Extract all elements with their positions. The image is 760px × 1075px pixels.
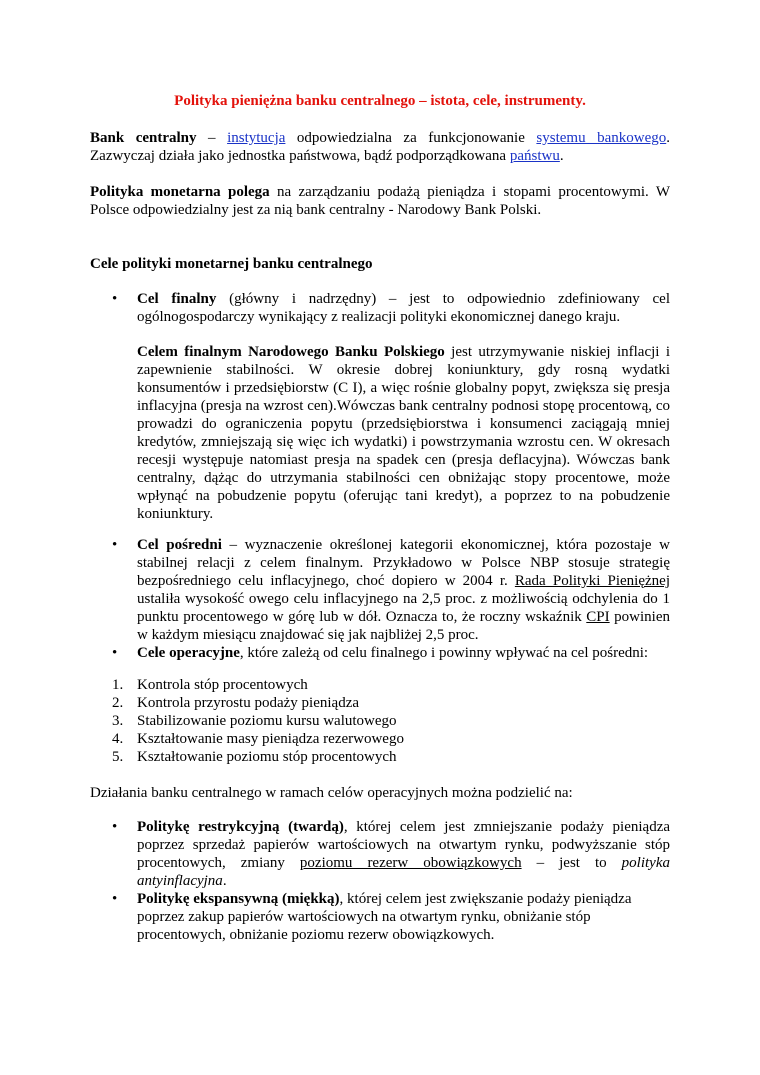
- text: , które zależą od celu finalnego i powinny wpływać na cel pośredni:: [239, 645, 649, 661]
- cel-finalny-nbp: [137, 343, 670, 523]
- cel-posredni: [137, 536, 670, 644]
- list-text: Kształtowanie poziomu stóp procentowych: [137, 749, 397, 765]
- list-text: Kształtowanie masy pieniądza rezerwowego: [137, 731, 404, 747]
- term-bank-centralny: Bank centralny: [90, 130, 197, 146]
- text: . Zazwyczaj działa jako jednostka państwowa, bądź podporządkowana: [90, 130, 670, 164]
- list-number: 1.: [112, 677, 124, 693]
- link-instytucja[interactable]: instytucja: [227, 130, 286, 146]
- intro-polityka-monetarna: [90, 183, 670, 219]
- list-number: 4.: [112, 731, 124, 747]
- text: ustaliła wysokość owego celu inflacyjnego na 2,5 proc. z możliwością odchylenia do 1 punktu procentowego w górę lub w dół. Oznacza to, że roczny wskaźnik: [137, 591, 670, 625]
- term-polityka-monetarna: Polityka monetarna polega: [90, 184, 270, 200]
- text: , której celem jest zwiększanie podaży pieniądza poprzez zakup papierów wartościowych na otwartym rynku, obniżanie stóp procentowych, obniżanie poziomu rezerw obowiązkowych.: [137, 891, 632, 943]
- cel-finalny: [137, 290, 670, 326]
- link-poziomu-rezerw[interactable]: poziomu rezerw obowiązkowych: [299, 855, 522, 871]
- italic-antyinflacyjna: polityka antyinflacyjna: [137, 855, 670, 889]
- text: powinien w każdym miesiącu znajdować się jak najbliżej 2,5 proc.: [137, 609, 671, 643]
- section-heading: Cele polityki monetarnej banku centralnego: [90, 256, 373, 272]
- numbered-list: [112, 676, 404, 766]
- bullet-icon: •: [112, 645, 118, 661]
- intro-bank-centralny: [90, 129, 670, 165]
- dzialania-paragraph: Działania banku centralnego w ramach celów operacyjnych można podzielić na:: [90, 785, 573, 801]
- cele-operacyjne: [137, 644, 670, 662]
- link-panstwu[interactable]: państwu: [509, 148, 560, 164]
- term-ekspansywna: Politykę ekspansywną (miękką): [137, 891, 340, 907]
- text: odpowiedzialna za funkcjonowanie: [285, 130, 537, 146]
- list-number: 5.: [112, 749, 124, 765]
- text: – wyznaczenie określonej kategorii ekonomicznej, która pozostaje w stabilnej relacji z celem finalnym. Przykładowo w Polsce NBP stosuje strategię bezpośredniego celu inflacyjnego, choć dopiero w 2004 r.: [137, 537, 670, 589]
- term-restrykcyjna: Politykę restrykcyjną (twardą): [137, 819, 344, 835]
- polityka-restrykcyjna: [137, 818, 670, 890]
- polityka-ekspansywna: [137, 890, 670, 944]
- document-title: Polityka pieniężna banku centralnego – istota, cele, instrumenty.: [174, 93, 586, 109]
- term-cel-finalny: Cel finalny: [137, 291, 217, 307]
- list-text: Stabilizowanie poziomu kursu walutowego: [137, 713, 397, 729]
- link-cpi[interactable]: CPI: [586, 609, 610, 625]
- bullet-icon: •: [112, 291, 118, 307]
- list-number: 3.: [112, 713, 124, 729]
- link-rada-polityki-pienieznej[interactable]: Rada Polityki Pieniężnej: [514, 573, 670, 589]
- text: –: [196, 130, 228, 146]
- text: .: [222, 873, 227, 889]
- text: jest utrzymywanie niskiej inflacji i zapewnienie stabilności. W okresie dobrej koniunktury, gdy rosną wydatki konsumentów i przedsiębiorstw (C I), a więc rośnie globalny popyt, zwiększa się presja inflacyjna (presja na wzrost cen).Wówczas bank centralny podnosi stopę procentową, co prowadzi do ograniczenia popytu (przedsiębiorstwa i konsumenci zaciągają mniej kredytów, zmniejszają się więc ich wydatki) i powstrzymania wzrostu cen. W okresach recesji występuje natomiast presja na spadek cen (presja deflacyjna). Wówczas bank centralny, dążąc do utrzymania stabilności cen obniżając stopy procentowe, może wpłynąć na pobudzenie popytu (oferując tani kredyt), a poprzez to na pobudzenie koniunktury.: [137, 344, 670, 522]
- list-item: [112, 730, 404, 748]
- list-item: [112, 748, 404, 766]
- list-number: 2.: [112, 695, 124, 711]
- text: na zarządzaniu podażą pieniądza i stopami procentowymi. W Polsce odpowiedzialny jest za nią bank centralny - Narodowy Bank Polski.: [90, 184, 670, 218]
- text: .: [559, 148, 564, 164]
- list-item: [112, 694, 404, 712]
- bullet-icon: •: [112, 819, 118, 835]
- text: – jest to: [521, 855, 622, 871]
- term-cel-posredni: Cel pośredni: [137, 537, 222, 553]
- list-item: [112, 712, 404, 730]
- bullet-icon: •: [112, 537, 118, 553]
- text: (główny i nadrzędny) – jest to odpowiednio zdefiniowany cel ogólnogospodarczy wynikający z realizacji polityki ekonomicznej danego kraju.: [137, 291, 670, 325]
- text: , której celem jest zmniejszanie podaży pieniądza poprzez sprzedaż papierów wartościowych na otwartym rynku, podwyższanie stóp procentowych, zmiany: [137, 819, 671, 871]
- list-text: Kontrola przyrostu podaży pieniądza: [137, 695, 360, 711]
- term-celem-finalnym-nbp: Celem finalnym Narodowego Banku Polskiego: [137, 344, 445, 360]
- bullet-icon: •: [112, 891, 118, 907]
- list-item: [112, 676, 404, 694]
- list-text: Kontrola stóp procentowych: [137, 677, 308, 693]
- link-systemu-bankowego[interactable]: systemu bankowego: [536, 130, 667, 146]
- term-cele-operacyjne: Cele operacyjne: [137, 645, 240, 661]
